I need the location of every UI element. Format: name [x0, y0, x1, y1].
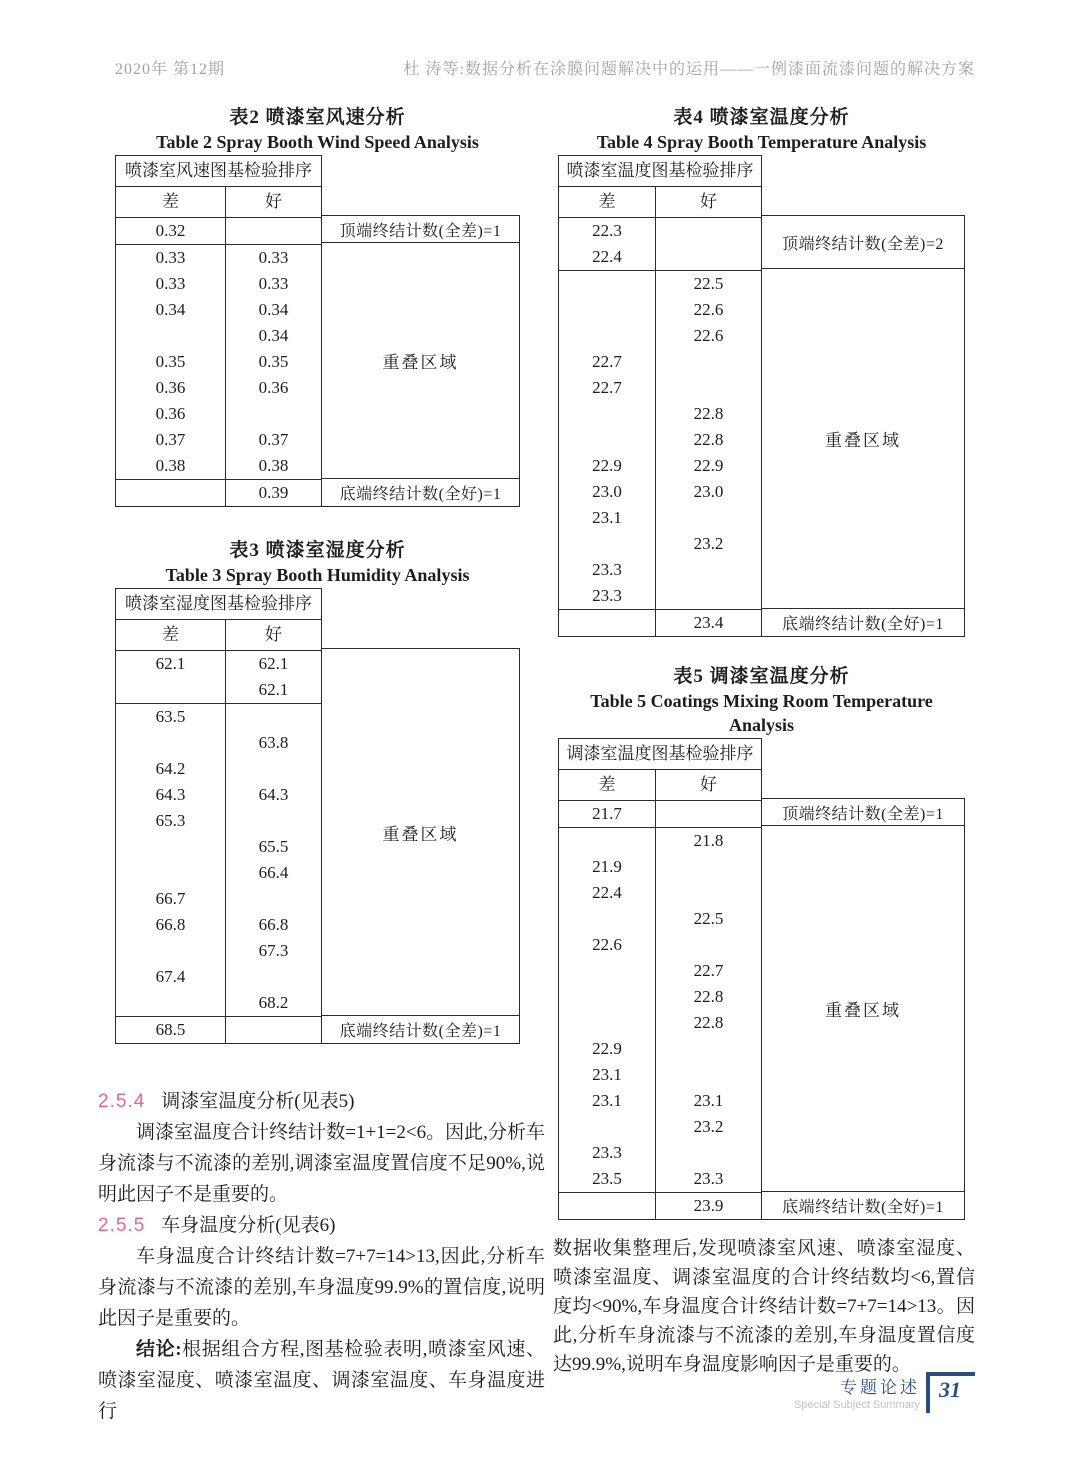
table-row: [116, 401, 321, 427]
cell-good-value: [656, 505, 761, 531]
cell-bad-value: 23.1: [559, 1062, 656, 1088]
table-row: [559, 1140, 761, 1166]
cell-good-value: [656, 1036, 761, 1062]
table-row: [116, 834, 321, 860]
ranking-table: [115, 588, 520, 1044]
table-row: [116, 427, 321, 453]
cell-good-value: [656, 1140, 761, 1166]
table-row: [559, 1193, 761, 1219]
table-row: [116, 218, 321, 244]
cell-bad-value: [559, 1010, 656, 1036]
table-row: [559, 479, 761, 505]
cell-bad-value: [559, 427, 656, 453]
table-section: [559, 828, 761, 1193]
cell-bad-value: 22.7: [559, 349, 656, 375]
table-row: [116, 860, 321, 886]
cell-good-value: [656, 880, 761, 906]
cell-good-value: 62.1: [258, 680, 289, 699]
table-row: [559, 297, 761, 323]
table-left-part: [115, 155, 322, 507]
table-title-en: Table 5 Coatings Mixing Room Temperature Analysis: [590, 691, 933, 735]
conclusion-text: 根据组合方程,图基检验表明,喷漆室风速、喷漆室湿度、喷漆室温度、调漆室温度、车身温度进行: [98, 1339, 545, 1422]
table-row: [559, 880, 761, 906]
table-left-part: [115, 588, 322, 1044]
table-note-cell: 顶端终结计数(全差)=1: [322, 215, 520, 243]
cell-bad-value: 22.4: [559, 244, 656, 270]
cell-bad-value: 23.5: [559, 1166, 656, 1192]
table-note-cell: 重叠区域: [762, 826, 965, 1192]
table-row: [559, 1062, 761, 1088]
cell-good-value: 0.33: [258, 274, 289, 293]
footer-section-name: [794, 1372, 920, 1412]
cell-good-value: 63.8: [258, 733, 289, 752]
cell-good-value: 22.6: [693, 300, 724, 319]
table-row: [559, 984, 761, 1010]
cell-bad-value: 66.7: [116, 886, 226, 912]
table-row: [559, 828, 761, 854]
col-header-bad: 差: [116, 620, 226, 650]
cell-bad-value: 21.9: [559, 854, 656, 880]
cell-bad-value: 67.4: [116, 964, 226, 990]
table-title-cn: 表5 调漆室温度分析: [673, 666, 850, 687]
ranking-table: [558, 738, 965, 1220]
cell-bad-value: 22.7: [559, 375, 656, 401]
column-headers: [559, 770, 761, 801]
cell-good-value: 0.35: [258, 352, 289, 371]
table-row: [559, 801, 761, 827]
cell-bad-value: 23.3: [559, 583, 656, 609]
cell-good-value: [656, 583, 761, 609]
table-row: [116, 912, 321, 938]
table-row: [559, 1036, 761, 1062]
table-left-part: [558, 155, 762, 637]
cell-bad-value: 66.8: [116, 912, 226, 938]
cell-bad-value: 22.9: [559, 1036, 656, 1062]
table-row: [116, 886, 321, 912]
table-row: [116, 704, 321, 730]
cell-good-value: 23.2: [693, 1117, 724, 1136]
cell-bad-value: [116, 730, 226, 756]
cell-good-value: 22.8: [693, 987, 724, 1006]
cell-good-value: 67.3: [258, 941, 289, 960]
table-row: [559, 958, 761, 984]
cell-bad-value: 21.7: [559, 801, 656, 827]
rank-header-cell: 调漆室温度图基检验排序: [559, 739, 761, 770]
cell-bad-value: [559, 531, 656, 557]
table-row: [116, 271, 321, 297]
table-note-cell: 顶端终结计数(全差)=2: [762, 215, 965, 269]
cell-bad-value: 22.9: [559, 453, 656, 479]
cell-good-value: [226, 964, 321, 990]
table-section: [559, 801, 761, 828]
paragraph-2-5-4: 调漆室温度合计终结计数=1+1=2<6。因此,分析车身流漆与不流漆的差别,调漆室温度置信度不足90%,说明此因子不是重要的。: [98, 1122, 545, 1205]
cell-bad-value: 64.2: [116, 756, 226, 782]
table-row: [559, 453, 761, 479]
table-row: [559, 906, 761, 932]
table-row: [559, 1114, 761, 1140]
col-header-good: 好: [700, 775, 717, 794]
cell-bad-value: 0.37: [116, 427, 226, 453]
cell-bad-value: 23.1: [559, 505, 656, 531]
cell-good-value: 23.2: [693, 534, 724, 553]
cell-bad-value: 0.38: [116, 453, 226, 479]
col-header-bad: 差: [559, 187, 656, 217]
cell-good-value: 23.1: [693, 1091, 724, 1110]
cell-bad-value: [116, 938, 226, 964]
table-row: [116, 323, 321, 349]
cell-good-value: [226, 218, 321, 244]
section-heading-2-5-5: [98, 1210, 545, 1241]
section-title: 车身温度分析(见表6): [161, 1215, 336, 1236]
cell-bad-value: [559, 984, 656, 1010]
table-row: [559, 557, 761, 583]
cell-good-value: 22.8: [693, 1013, 724, 1032]
cell-good-value: [226, 1017, 321, 1043]
ranking-table: [115, 155, 520, 507]
table-section: [116, 218, 321, 245]
cell-good-value: 23.3: [693, 1169, 724, 1188]
cell-bad-value: [559, 1193, 656, 1219]
section-number: 2.5.5: [98, 1215, 146, 1236]
table-4-block: [553, 106, 975, 637]
table-row: [116, 808, 321, 834]
cell-bad-value: [559, 828, 656, 854]
cell-good-value: 22.6: [693, 326, 724, 345]
col-header-good: 好: [700, 192, 717, 211]
table-title-cn: 表3 喷漆室湿度分析: [229, 540, 406, 561]
table-note-column: [322, 215, 520, 507]
cell-good-value: [656, 375, 761, 401]
cell-bad-value: 0.36: [116, 401, 226, 427]
rank-header-cell: 喷漆室风速图基检验排序: [116, 156, 321, 187]
cell-bad-value: 0.33: [116, 271, 226, 297]
table-section: [559, 271, 761, 610]
cell-bad-value: [116, 323, 226, 349]
cell-bad-value: 23.0: [559, 479, 656, 505]
table-row: [559, 375, 761, 401]
col-header-good: 好: [265, 625, 282, 644]
table-2-block: [98, 106, 545, 507]
cell-good-value: 22.5: [693, 274, 724, 293]
cell-bad-value: [559, 323, 656, 349]
cell-bad-value: 23.1: [559, 1088, 656, 1114]
col-header-good: 好: [265, 192, 282, 211]
table-note-cell: 重叠区域: [762, 269, 965, 609]
cell-good-value: 22.9: [693, 456, 724, 475]
cell-good-value: [656, 218, 761, 244]
table-title-en: Table 3 Spray Booth Humidity Analysis: [165, 565, 470, 585]
table-section: [559, 1193, 761, 1219]
table-row: [116, 297, 321, 323]
table-title-cn: 表4 喷漆室温度分析: [673, 107, 850, 128]
table-note-cell: 底端终结计数(全好)=1: [762, 609, 965, 637]
cell-good-value: 62.1: [258, 654, 289, 673]
paragraph-2-5-5: 车身温度合计终结计数=7+7=14>13,因此,分析车身流漆与不流漆的差别,车身温度99.9%的置信度,说明此因子是重要的。: [98, 1246, 545, 1329]
table-title-en: Table 4 Spray Booth Temperature Analysis: [596, 132, 927, 152]
table-section: [116, 480, 321, 506]
table-row: [116, 938, 321, 964]
cell-good-value: 0.36: [258, 378, 289, 397]
cell-bad-value: [116, 677, 226, 703]
table-note-cell: 底端终结计数(全差)=1: [322, 1016, 520, 1044]
table-left-part: [558, 738, 762, 1220]
table-row: [116, 651, 321, 677]
conclusion-label: 结论:: [136, 1339, 182, 1360]
cell-bad-value: 0.32: [116, 218, 226, 244]
cell-bad-value: 63.5: [116, 704, 226, 730]
cell-bad-value: 68.5: [116, 1017, 226, 1043]
page-number: 31: [926, 1372, 975, 1413]
cell-bad-value: [559, 1114, 656, 1140]
cell-good-value: 66.8: [258, 915, 289, 934]
table-row: [116, 480, 321, 506]
table-row: [116, 730, 321, 756]
cell-good-value: 22.8: [693, 430, 724, 449]
table-row: [559, 1010, 761, 1036]
table-row: [116, 990, 321, 1016]
table-row: [559, 1088, 761, 1114]
cell-good-value: [656, 1062, 761, 1088]
cell-bad-value: 23.3: [559, 1140, 656, 1166]
cell-bad-value: 0.35: [116, 349, 226, 375]
cell-good-value: 0.33: [258, 248, 289, 267]
col-header-bad: 差: [559, 770, 656, 800]
table-note-column: [762, 798, 965, 1220]
footer-section-cn: 专题论述: [840, 1378, 920, 1397]
table-title-en: Table 2 Spray Booth Wind Speed Analysis: [156, 132, 479, 152]
ranking-table: [558, 155, 965, 637]
cell-good-value: 0.34: [258, 326, 289, 345]
left-column: [98, 0, 545, 1427]
cell-good-value: [656, 557, 761, 583]
rank-header-cell: 喷漆室湿度图基检验排序: [116, 589, 321, 620]
left-text-block: [98, 1086, 545, 1427]
table-row: [116, 677, 321, 703]
table-row: [116, 453, 321, 479]
table-note-column: [762, 215, 965, 637]
table-row: [116, 964, 321, 990]
cell-good-value: [656, 932, 761, 958]
table-note-column: [322, 648, 520, 1044]
footer-section-en: Special Subject Summary: [794, 1399, 920, 1411]
cell-bad-value: [116, 990, 226, 1016]
cell-bad-value: 0.33: [116, 245, 226, 271]
cell-good-value: [226, 401, 321, 427]
cell-bad-value: 62.1: [116, 651, 226, 677]
table-note-cell: 重叠区域: [322, 648, 520, 1016]
cell-good-value: 66.4: [258, 863, 289, 882]
cell-good-value: 0.39: [258, 483, 289, 502]
cell-bad-value: 23.3: [559, 557, 656, 583]
table-title-cn: 表2 喷漆室风速分析: [229, 107, 406, 128]
cell-bad-value: 22.4: [559, 880, 656, 906]
cell-bad-value: 0.34: [116, 297, 226, 323]
cell-good-value: [656, 349, 761, 375]
table-row: [116, 375, 321, 401]
table-row: [559, 505, 761, 531]
cell-good-value: [226, 886, 321, 912]
table-row: [559, 854, 761, 880]
cell-good-value: 0.37: [258, 430, 289, 449]
table-3-block: [98, 539, 545, 1044]
table-section: [116, 651, 321, 704]
table-row: [559, 932, 761, 958]
cell-good-value: 21.8: [693, 831, 724, 850]
col-header-bad: 差: [116, 187, 226, 217]
cell-good-value: 64.3: [258, 785, 289, 804]
rank-header-cell: 喷漆室温度图基检验排序: [559, 156, 761, 187]
cell-bad-value: [116, 834, 226, 860]
cell-bad-value: [559, 271, 656, 297]
table-row: [116, 1017, 321, 1043]
table-row: [559, 1166, 761, 1192]
column-headers: [116, 187, 321, 218]
cell-bad-value: 22.6: [559, 932, 656, 958]
table-section: [116, 704, 321, 1017]
right-column: [553, 0, 975, 1398]
table-section: [559, 218, 761, 271]
cell-good-value: [656, 244, 761, 270]
cell-good-value: [656, 801, 761, 827]
table-row: [559, 401, 761, 427]
cell-bad-value: [559, 401, 656, 427]
table-section: [116, 245, 321, 480]
table-row: [559, 583, 761, 609]
cell-good-value: [226, 704, 321, 730]
table-row: [116, 245, 321, 271]
table-note-cell: 重叠区域: [322, 243, 520, 479]
cell-bad-value: 22.3: [559, 218, 656, 244]
cell-good-value: 68.2: [258, 993, 289, 1012]
table-5-block: [553, 665, 975, 1220]
cell-good-value: 0.34: [258, 300, 289, 319]
cell-bad-value: [116, 480, 226, 506]
table-row: [559, 349, 761, 375]
table-note-cell: 底端终结计数(全好)=1: [322, 479, 520, 507]
cell-bad-value: 64.3: [116, 782, 226, 808]
table-row: [559, 610, 761, 636]
table-row: [559, 244, 761, 270]
table-section: [559, 610, 761, 636]
cell-good-value: 23.0: [693, 482, 724, 501]
cell-bad-value: [559, 297, 656, 323]
cell-bad-value: [116, 860, 226, 886]
cell-good-value: 22.5: [693, 909, 724, 928]
table-row: [559, 218, 761, 244]
table-row: [116, 782, 321, 808]
cell-good-value: 0.38: [258, 456, 289, 475]
column-headers: [116, 620, 321, 651]
cell-good-value: 23.9: [693, 1196, 724, 1215]
cell-bad-value: [559, 958, 656, 984]
running-title: 杜 涛等:数据分析在涂膜问题解决中的运用——一例漆面流漆问题的解决方案: [403, 61, 975, 78]
table-row: [559, 531, 761, 557]
section-title: 调漆室温度分析(见表5): [161, 1091, 355, 1112]
table-row: [116, 756, 321, 782]
cell-good-value: [226, 808, 321, 834]
cell-good-value: 23.4: [693, 613, 724, 632]
section-number: 2.5.4: [98, 1091, 146, 1112]
table-section: [116, 1017, 321, 1043]
cell-bad-value: [559, 610, 656, 636]
conclusion-paragraph: [98, 1334, 545, 1427]
cell-bad-value: [559, 906, 656, 932]
table-row: [559, 323, 761, 349]
table-note-cell: 顶端终结计数(全差)=1: [762, 798, 965, 826]
cell-good-value: 22.7: [693, 961, 724, 980]
cell-bad-value: 65.3: [116, 808, 226, 834]
table-row: [559, 427, 761, 453]
column-headers: [559, 187, 761, 218]
page-footer: [794, 1372, 975, 1413]
cell-good-value: 65.5: [258, 837, 289, 856]
table-row: [116, 349, 321, 375]
cell-bad-value: 0.36: [116, 375, 226, 401]
cell-good-value: [656, 854, 761, 880]
table-note-cell: 底端终结计数(全好)=1: [762, 1192, 965, 1220]
section-heading-2-5-4: [98, 1086, 545, 1117]
table-row: [559, 271, 761, 297]
cell-good-value: 22.8: [693, 404, 724, 423]
right-paragraph: 数据收集整理后,发现喷漆室风速、喷漆室湿度、喷漆室温度、调漆室温度的合计终结数均<6,置信度均<90%,车身温度合计终结计数=7+7=14>13。因此,分析车身流漆与不流漆的差别,车身温度置信度达99.9%,说明车身温度影响因子是重要的。: [553, 1238, 975, 1375]
journal-issue: 2020年 第12期: [115, 61, 226, 78]
cell-good-value: [226, 756, 321, 782]
